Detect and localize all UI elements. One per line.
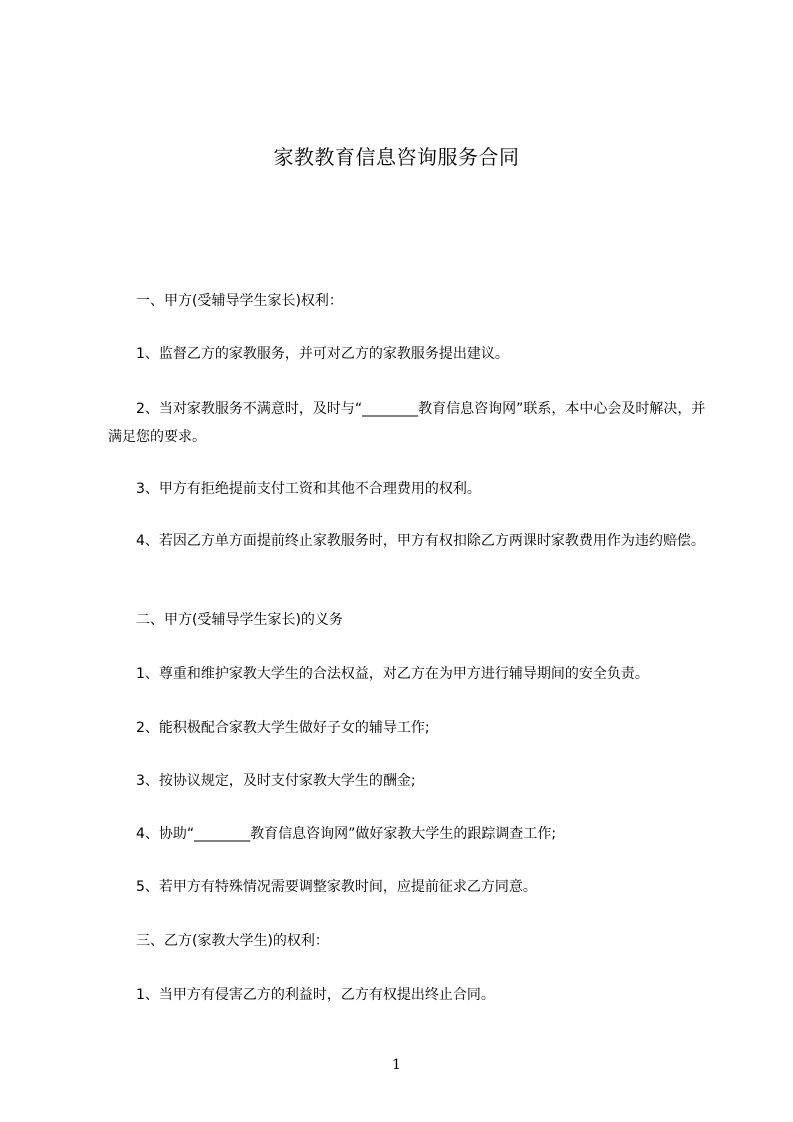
paragraph: 2、当对家教服务不满意时，及时与“________教育信息咨询网”联系，本中心会及时解决，并满足您的要求。: [108, 401, 706, 445]
paragraph: 4、若因乙方单方面提前终止家教服务时，甲方有权扣除乙方两课时家教费用作为违约赔偿。: [136, 533, 705, 549]
paragraph: 2、能积极配合家教大学生做好子女的辅导工作;: [136, 720, 430, 736]
paragraph: 4、协助“________教育信息咨询网”做好家教大学生的跟踪调查工作;: [136, 826, 557, 842]
paragraph: 1、尊重和维护家教大学生的合法权益，对乙方在为甲方进行辅导期间的安全负责。: [136, 666, 649, 682]
paragraph: 5、若甲方有特殊情况需要调整家教时间，应提前征求乙方同意。: [136, 879, 537, 895]
paragraph: 3、甲方有拒绝提前支付工资和其他不合理费用的权利。: [136, 481, 481, 497]
section-heading-1: 一、甲方(受辅导学生家长)权利：: [136, 293, 343, 309]
paragraph: 3、按协议规定，及时支付家教大学生的酬金;: [136, 773, 416, 789]
paragraph: 1、当甲方有侵害乙方的利益时，乙方有权提出终止合同。: [136, 987, 495, 1003]
paragraph: 1、监督乙方的家教服务，并可对乙方的家教服务提出建议。: [136, 346, 509, 362]
section-heading-2: 二、甲方(受辅导学生家长)的义务: [136, 612, 343, 628]
section-heading-3: 三、乙方(家教大学生)的权利：: [136, 933, 329, 949]
page-number: 1: [392, 1057, 401, 1073]
document-title: 家教教育信息咨询服务合同: [273, 145, 520, 169]
